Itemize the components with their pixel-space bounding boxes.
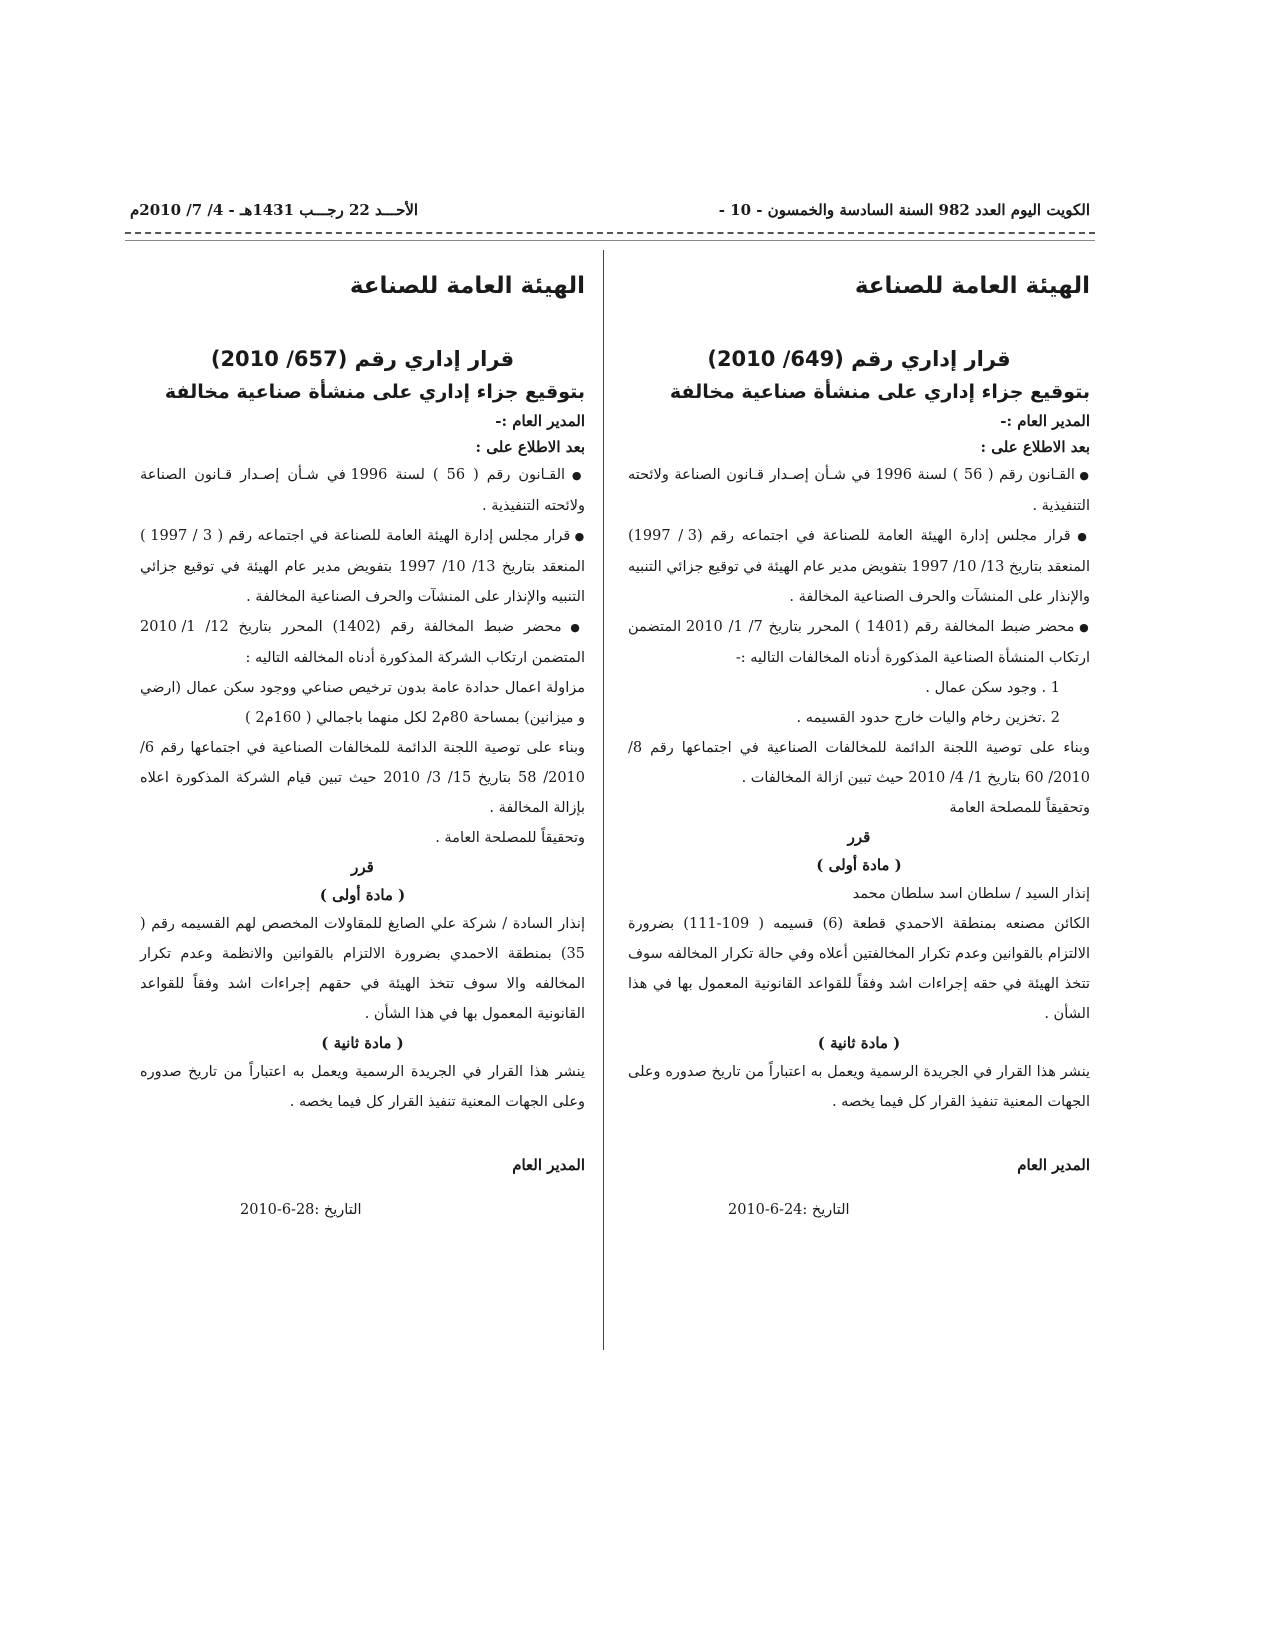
- header-rule: [125, 232, 1095, 234]
- director-label: المدير العام :-: [495, 412, 585, 430]
- article-one-text: الكائن مصنعه بمنطقة الاحمدي قطعة (6) قسيمه ( 109-111) بضرورة الالتزام بالقوانين وعدم تكرار المخالفتين أعلاه وفي حالة تكرار المخالفه سوف تتخذ الهيئة في حقه إجراءات اشد وفقاً للقواعد القانونية المعمول بها في هذا الشأن .: [628, 916, 1090, 1022]
- header-date: الأحـــد 22 رجـــب 1431هـ - 4/ 7/ 2010م: [130, 201, 419, 219]
- article-two-heading: ( مادة ثانية ): [321, 1034, 404, 1052]
- article-two-text: ينشر هذا القرار في الجريدة الرسمية ويعمل به اعتباراً من تاريخ صدوره وعلى الجهات المعنية تنفيذ القرار كل فيما يخصه .: [140, 1064, 585, 1110]
- article-one-heading: ( مادة أولى ): [816, 856, 902, 874]
- board-decision-reference: ● قرار مجلس إدارة الهيئة العامة للصناعة في اجتماعه رقم (3 / 1997) المنعقد بتاريخ 13/ 10/ 1997 بتفويض مدير عام الهيئة في توقيع جزائي التنبيه والإنذار على المنشآت والحرف الصناعية المخالفة .: [628, 521, 1090, 612]
- article-one-text: إنذار السادة / شركة علي الصايغ للمقاولات المخصص لهم القسيمه رقم ( 35) بمنطقة الاحمدي بضرورة الالتزام بالقوانين والانظمة وعدم تكرار المخالفه والا سوف تتخذ الهيئة في حقهم إجراءات اشد وفقاً للقواعد القانونية المعمول بها في هذا الشأن .: [140, 916, 585, 1022]
- decision-657-column: [140, 270, 585, 1225]
- authority-name: الهيئة العامة للصناعة: [349, 273, 585, 299]
- article-two-text: ينشر هذا القرار في الجريدة الرسمية ويعمل به اعتباراً من تاريخ صدوره وعلى الجهات المعنية تنفيذ القرار كل فيما يخصه .: [628, 1064, 1090, 1110]
- article-one-heading: ( مادة أولى ): [319, 886, 406, 904]
- decided-heading: قرر: [351, 858, 374, 876]
- law-reference: ● القـانون رقم ( 56 ) لسنة 1996 في شـأن إصـدار قـانون الصناعة ولائحته التنفيذية .: [628, 460, 1090, 521]
- decision-date: التاريخ :24-6-2010: [728, 1202, 850, 1218]
- running-header: [130, 195, 1090, 225]
- decision-subtitle: بتوقيع جزاء إداري على منشأة صناعية مخالفة: [669, 381, 1090, 403]
- decision-649-column: [628, 270, 1090, 1225]
- committee-recommendation: وبناء على توصية اللجنة الدائمة للمخالفات الصناعية في اجتماعها رقم 6/ 2010/ 58 بتاريخ 15/ 3/ 2010 حيث تبين قيام الشركة المذكورة اعلاه بإزالة المخالفة .: [140, 740, 585, 816]
- violation-report-reference: ● محضر ضبط المخالفة رقم (1401 ) المحرر بتاريخ 7/ 1/ 2010 المتضمن ارتكاب المنشأة الصناعية المذكورة أدناه المخالفات التاليه :-: [628, 612, 1090, 673]
- violation-item: 2 .تخزين رخام واليات خارج حدود القسيمه .: [796, 710, 1060, 726]
- board-decision-reference: ● قرار مجلس إدارة الهيئة العامة للصناعة في اجتماعه رقم ( 3 / 1997 ) المنعقد بتاريخ 13/ 10/ 1997 بتفويض مدير عام الهيئة في توقيع جزائي التنبيه والإنذار على المنشآت والحرف الصناعية المخالفة .: [140, 521, 585, 612]
- authority-name: الهيئة العامة للصناعة: [854, 273, 1090, 299]
- director-label: المدير العام :-: [1000, 412, 1090, 430]
- decision-date: التاريخ :28-6-2010: [240, 1202, 362, 1218]
- decision-title: قرار إداري رقم (649/ 2010): [707, 347, 1011, 371]
- committee-recommendation: وبناء على توصية اللجنة الدائمة للمخالفات الصناعية في اجتماعها رقم 8/ 2010/ 60 بتاريخ 1/ 4/ 2010 حيث تبين ازالة المخالفات .: [628, 740, 1090, 786]
- decision-subtitle: بتوقيع جزاء إداري على منشأة صناعية مخالفة: [164, 381, 585, 403]
- violation-item: 1 . وجود سكن عمال .: [925, 680, 1060, 696]
- signature-director: المدير العام: [512, 1156, 585, 1174]
- decided-heading: قرر: [847, 828, 871, 846]
- public-interest-line: وتحقيقاً للمصلحة العامة: [949, 800, 1090, 816]
- header-rule-secondary: [125, 240, 1095, 241]
- header-issue-info: الكويت اليوم العدد 982 السنة السادسة والخمسون - 10 -: [718, 201, 1090, 219]
- public-interest-line: وتحقيقاً للمصلحة العامة .: [435, 830, 585, 846]
- signature-director: المدير العام: [1017, 1156, 1090, 1174]
- after-review-label: بعد الاطلاع على :: [475, 438, 585, 456]
- column-divider: [603, 250, 604, 1350]
- article-two-heading: ( مادة ثانية ): [817, 1034, 901, 1052]
- decision-title: قرار إداري رقم (657/ 2010): [210, 347, 515, 371]
- article-one-addressee: إنذار السيد / سلطان اسد سلطان محمد: [852, 886, 1090, 902]
- law-reference: ● القـانون رقم ( 56 ) لسنة 1996 في شـأن إصـدار قـانون الصناعة ولائحته التنفيذية .: [140, 460, 585, 521]
- after-review-label: بعد الاطلاع على :: [980, 438, 1090, 456]
- violation-report-reference: ● محضر ضبط المخالفة رقم (1402) المحرر بتاريخ 12/ 1/ 2010 المتضمن ارتكاب الشركة المذكورة أدناه المخالفه التاليه :: [140, 612, 585, 673]
- violation-description: مزاولة اعمال حدادة عامة بدون ترخيص صناعي ووجود سكن عمال (ارضي و ميزانين) بمساحة 80م2 لكل منهما باجمالي ( 160م2 ): [140, 680, 585, 726]
